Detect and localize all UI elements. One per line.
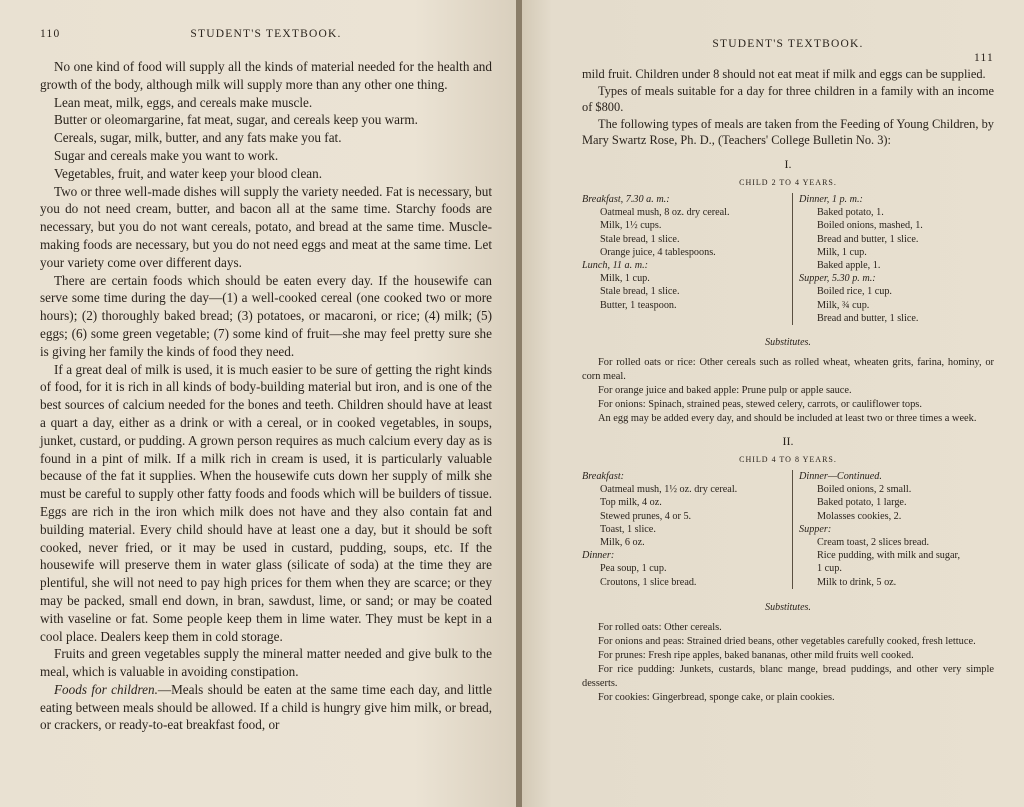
foods-for-children-heading: Foods for children.: [54, 681, 158, 697]
page-number-111: 111: [974, 52, 994, 64]
meal-item: Rice pudding, with milk and sugar,: [817, 550, 961, 562]
left-running-head: [40, 28, 492, 50]
paragraph: If a great deal of milk is used, it is much easier to be sure of getting the right kinds of food, for it is rich in all kinds of body-building material but iron, and is one of the best sources of calcium needed for the bones and teeth. Children should have at least a quart a day, either as a drink or with a cereal, or in cooked vegetables, in soups, junket, custard, or pudding. A grown person requires as much calcium every day as is found in a pint of milk. If a milk rich in cream is used, it is particularly valuable because of the fat it supplies. When the housewife cuts down her supply of milk she must be careful to supply other fatty foods and foods which will be builders of tissue. Eggs are rich in the iron which milk does not have and they also contain fat and building material. Every child should have at least one a day, but it should be soft cooked, never fried, or it may be used in custard, pudding, soups, etc. If the housewife will preserve them in water glass (silicate of soda) at the time they are plentiful, she will not need to pay high prices for them when they are scarce; or they may be packed, small end down, in bran, sawdust, lime, or sand; or may be coated with vaseline or fat. Some people keep them in lime water. They must be kept in a cool place. Dealers keep them in cold storage.: [40, 361, 492, 644]
foods-for-children-text: —Meals should be eaten at the same time each day, and little eating between meals should be allowed. If a child is hungry give him milk, or bread, or crackers, or ready-to-eat breakfast food, or: [40, 681, 492, 733]
paragraph: There are certain foods which should be eaten every day. If the housewife can serve some time during the day—(1) a well-cooked cereal (one cooked two or more hours); (2) thoroughly baked bread; (3) potatoes, or macaroni, or rice; (4) milk; (5) eggs; (6) some green vegetable; (7) some kind of fruit—she may feel pretty sure she is giving her family the kinds of food they need.: [40, 272, 492, 359]
paragraph: Cereals, sugar, milk, butter, and any fats make you fat.: [54, 130, 342, 146]
meal-item: Orange juice, 4 tablespoons.: [600, 246, 716, 258]
meal-heading: Dinner, 1 p. m.:: [799, 193, 863, 205]
section-subtitle-2: CHILD 4 TO 8 YEARS.: [739, 454, 837, 464]
paragraph: The following types of meals are taken from the Feeding of Young Children, by Mary Swartz Rose, Ph. D., (Teachers' College Bulletin No. 3):: [582, 116, 994, 148]
paragraph: Sugar and cereals make you want to work.: [54, 147, 279, 163]
meal-item: Milk to drink, 5 oz.: [817, 576, 897, 588]
right-page: [522, 0, 1024, 807]
paragraph: Two or three well-made dishes will supply the variety needed. Fat is necessary, but you do not need cream, butter, and bacon all at the same time. Starchy foods are necessary, but you do not want cereals, potato, and bread at the same time. Muscle-making foods are necessary, but you do not need eggs and meat at the same time. Let your variety come over different days.: [40, 183, 492, 270]
meal-heading: Supper, 5.30 p. m.:: [799, 273, 876, 285]
meal-item: Milk, 1½ cups.: [600, 220, 662, 232]
meal-heading: Breakfast, 7.30 a. m.:: [582, 193, 670, 205]
meal-item: Baked potato, 1 large.: [817, 497, 907, 509]
meal-item: Molasses cookies, 2.: [817, 510, 902, 522]
meal-item: Boiled rice, 1 cup.: [817, 286, 892, 298]
meal-item: Milk, ¾ cup.: [817, 299, 870, 311]
meal-item: Cream toast, 2 slices bread.: [817, 536, 930, 548]
section-subtitle-1: CHILD 2 TO 4 YEARS.: [739, 177, 837, 187]
substitute-line: For prunes: Fresh ripe apples, baked bananas, other mild fruits well cooked.: [598, 649, 914, 661]
menu-table-1: [582, 193, 994, 327]
meal-item: Bread and butter, 1 slice.: [817, 312, 919, 324]
right-running-head: [582, 38, 994, 64]
section-numeral-2: II.: [782, 433, 794, 448]
meal-item: Stewed prunes, 4 or 5.: [600, 510, 692, 522]
running-head-title: STUDENT'S TEXTBOOK.: [712, 38, 864, 50]
paragraph: Types of meals suitable for a day for three children in a family with an income of $800.: [582, 83, 994, 115]
paragraph: Butter or oleomargarine, fat meat, sugar, and cereals keep you warm.: [54, 112, 418, 128]
substitute-line: For cookies: Gingerbread, sponge cake, or plain cookies.: [598, 691, 835, 703]
paragraph: No one kind of food will supply all the kinds of material needed for the health and growth of the body, although milk will supply more than any other one thing.: [40, 59, 492, 92]
section-numeral-1: I.: [784, 156, 792, 171]
left-body-text: [40, 58, 492, 734]
substitute-line: For onions: Spinach, strained peas, stewed celery, carrots, or cauliflower tops.: [598, 398, 922, 410]
meal-item: Top milk, 4 oz.: [600, 497, 662, 509]
meal-item: Baked apple, 1.: [817, 259, 881, 271]
menu-column-left: [582, 470, 787, 589]
paragraph: mild fruit. Children under 8 should not eat meat if milk and eggs can be supplied.: [582, 67, 986, 81]
substitute-line: For rice pudding: Junkets, custards, blanc mange, bread puddings, and other very simple desserts.: [582, 663, 994, 689]
meal-item: Boiled onions, mashed, 1.: [817, 220, 923, 232]
substitute-line: For orange juice and baked apple: Prune pulp or apple sauce.: [598, 384, 852, 396]
substitute-line: For rolled oats: Other cereals.: [598, 621, 722, 633]
substitutes-label-1: Substitutes.: [765, 336, 811, 348]
paragraph-foods-for-children: [40, 681, 492, 734]
meal-heading: Supper:: [799, 523, 832, 535]
substitute-line: For rolled oats or rice: Other cereals such as rolled wheat, wheaten grits, farina, hominy, or corn meal.: [582, 356, 994, 382]
menu-column-right: [792, 193, 989, 325]
meal-item: Milk, 6 oz.: [600, 536, 645, 548]
menu-table-2: [582, 470, 994, 592]
meal-item: Croutons, 1 slice bread.: [600, 576, 697, 588]
meal-item: Butter, 1 teaspoon.: [600, 299, 677, 311]
meal-heading: Lunch, 11 a. m.:: [582, 259, 649, 271]
meal-item: Milk, 1 cup.: [817, 246, 867, 258]
running-head-title: STUDENT'S TEXTBOOK.: [190, 28, 342, 40]
meal-heading: Breakfast:: [582, 470, 625, 482]
substitute-line: An egg may be added every day, and should be included at least two or three times a week.: [598, 412, 977, 424]
meal-item: Baked potato, 1.: [817, 207, 884, 219]
meal-item: Toast, 1 slice.: [600, 523, 656, 535]
meal-item: Stale bread, 1 slice.: [600, 286, 680, 298]
paragraph: Vegetables, fruit, and water keep your blood clean.: [54, 165, 323, 181]
menu-column-right: [792, 470, 989, 589]
meal-heading: Dinner—Continued.: [799, 470, 882, 482]
paragraph: Lean meat, milk, eggs, and cereals make muscle.: [54, 94, 313, 110]
substitutes-label-2: Substitutes.: [765, 601, 811, 613]
page-number-110: 110: [40, 28, 61, 40]
meal-item: Boiled onions, 2 small.: [817, 484, 912, 496]
meal-item: Oatmeal mush, 1½ oz. dry cereal.: [600, 484, 738, 496]
meal-item: Oatmeal mush, 8 oz. dry cereal.: [600, 207, 730, 219]
paragraph: Fruits and green vegetables supply the mineral matter needed and give bulk to the meal, which is valuable in avoiding constipation.: [40, 646, 492, 680]
meal-item: 1 cup.: [817, 563, 842, 575]
meal-item: Stale bread, 1 slice.: [600, 233, 680, 245]
meal-item: Bread and butter, 1 slice.: [817, 233, 919, 245]
meal-item: Milk, 1 cup.: [600, 273, 650, 285]
substitute-line: For onions and peas: Strained dried beans, other vegetables carefully cooked, fresh lettuce.: [598, 635, 976, 647]
right-body-text: [582, 66, 994, 705]
meal-heading: Dinner:: [582, 550, 615, 562]
menu-column-left: [582, 193, 787, 312]
meal-item: Pea soup, 1 cup.: [600, 563, 667, 575]
